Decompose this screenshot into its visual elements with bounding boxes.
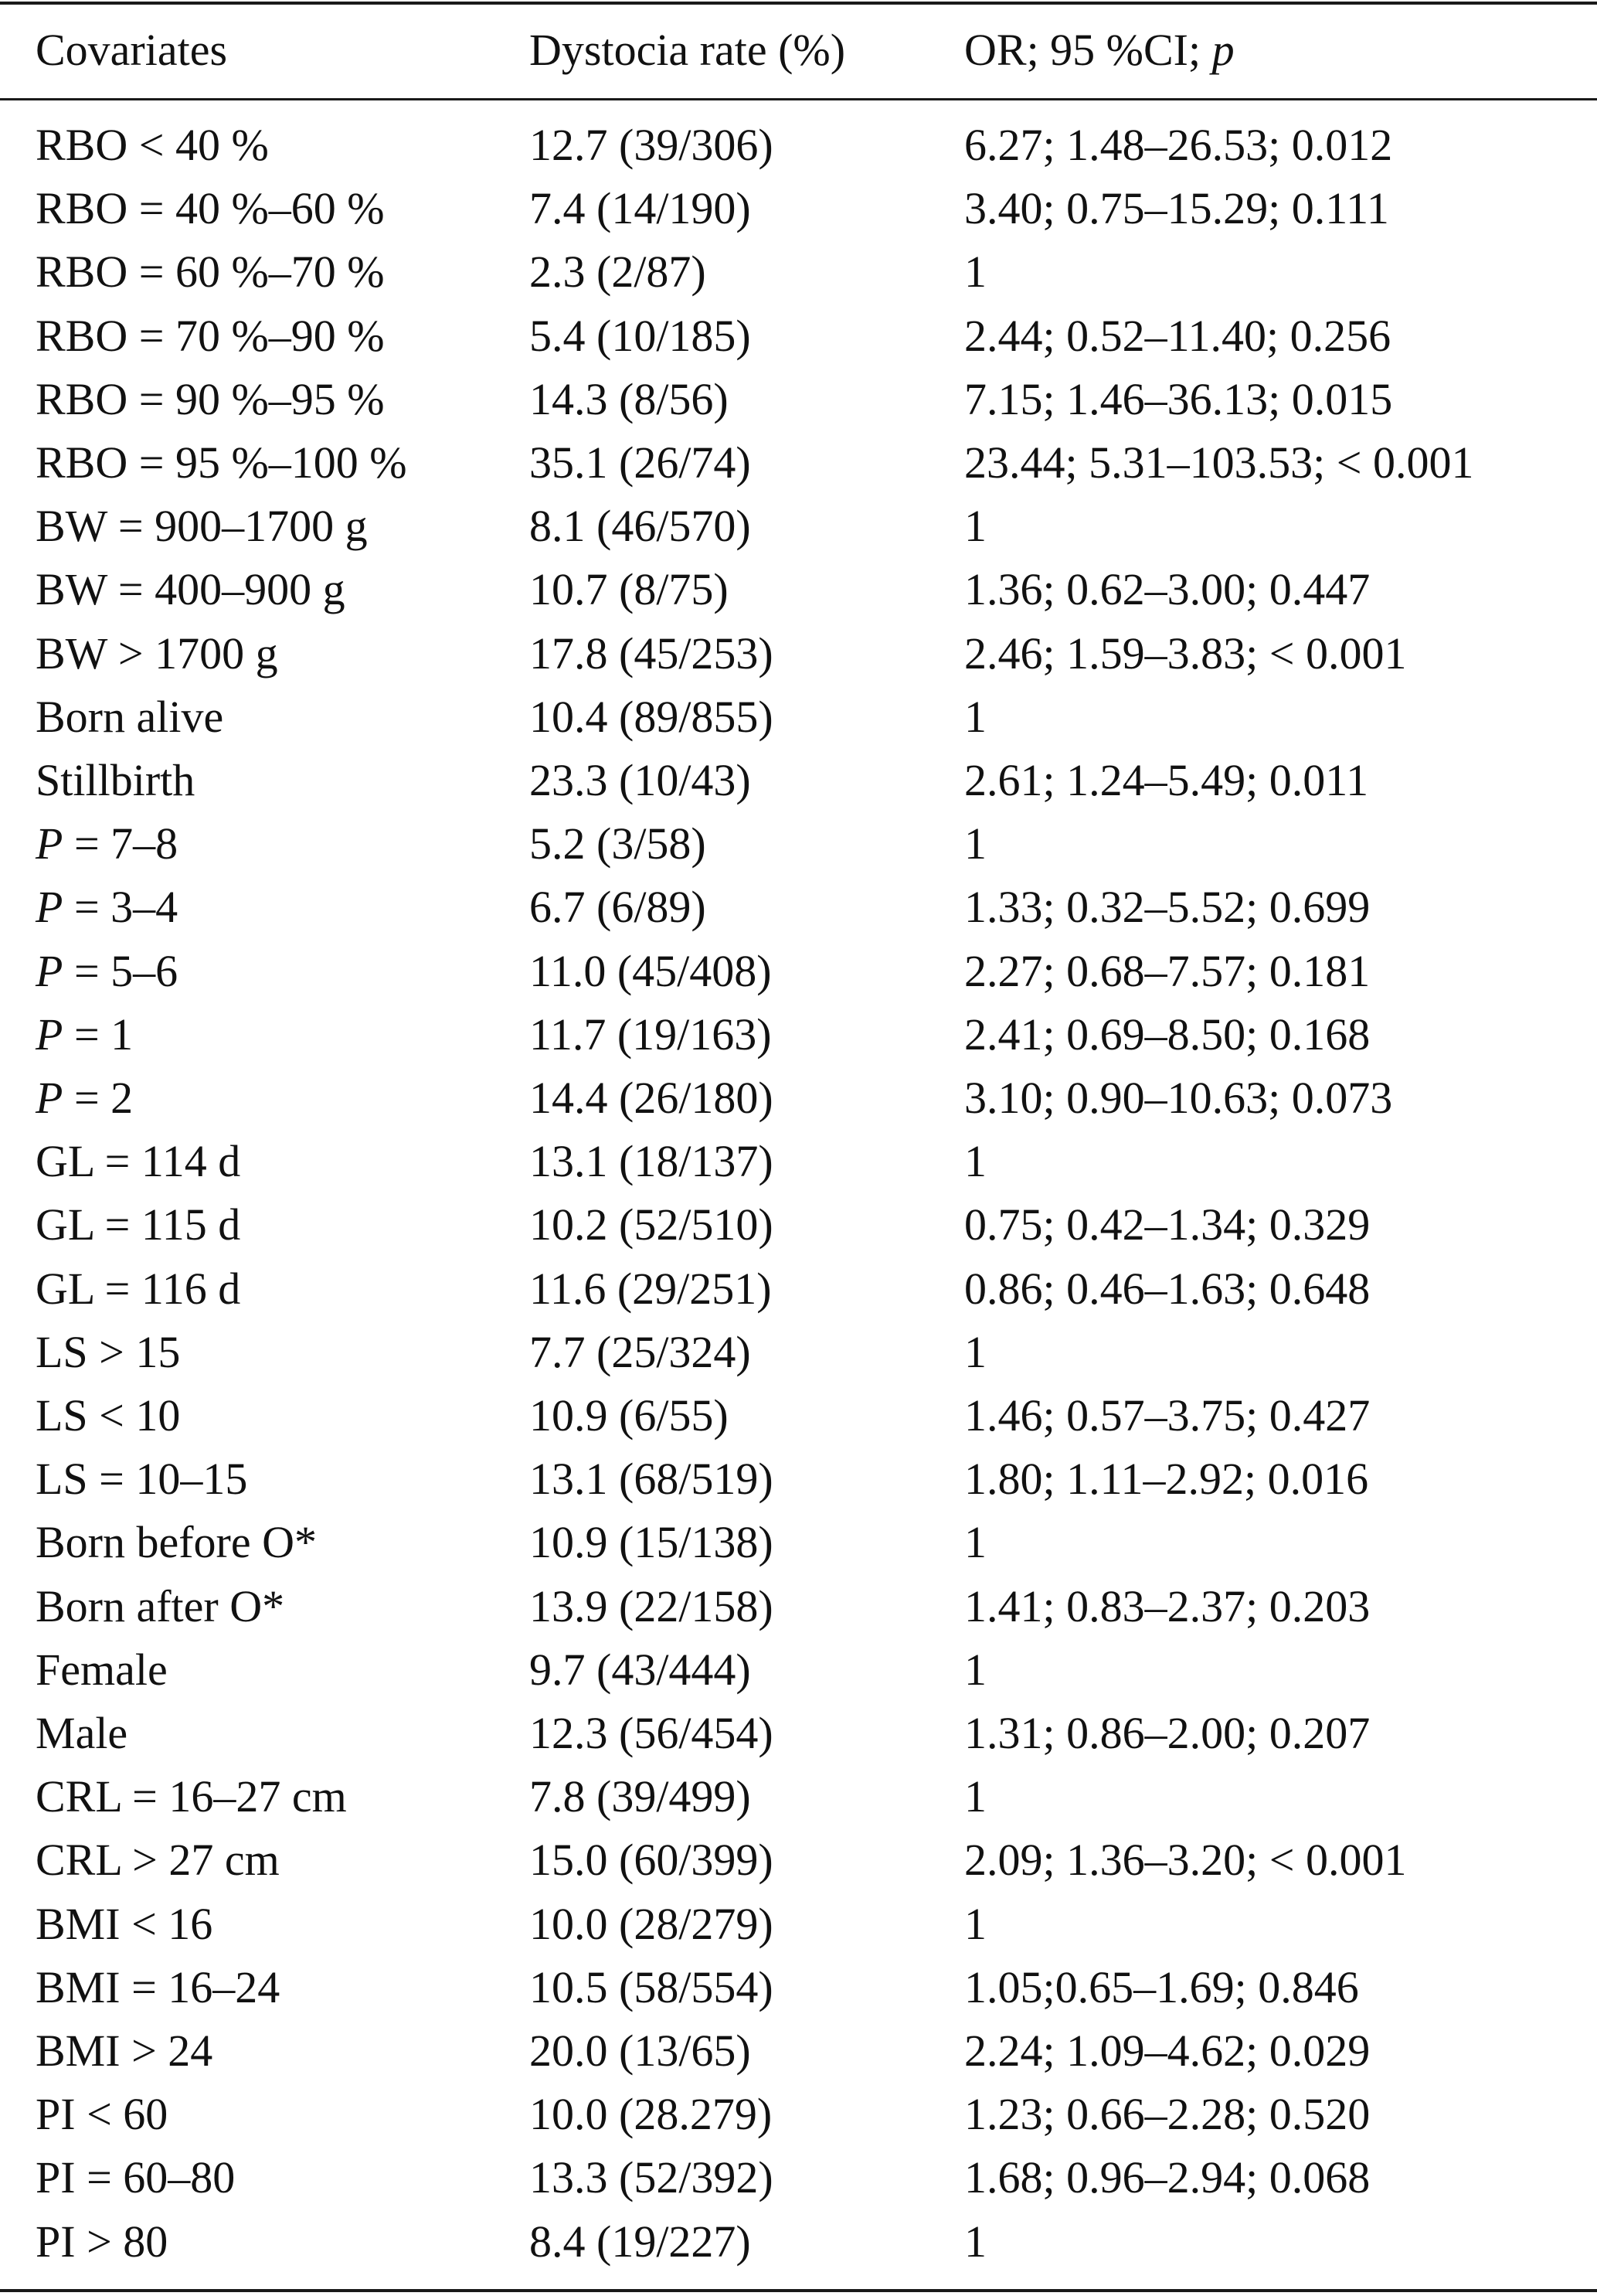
table-row [0, 940, 1597, 1003]
covariate-text: RBO = 40 %–60 % [36, 183, 385, 234]
table-row [0, 1384, 1597, 1447]
dystocia-rate-cell: 10.9 (15/138) [529, 1517, 773, 1568]
dystocia-rate-cell: 13.1 (18/137) [529, 1136, 773, 1187]
odds-ratio-cell: 1.23; 0.66–2.28; 0.520 [964, 2089, 1371, 2140]
covariate-cell [36, 304, 385, 368]
table-row [0, 114, 1597, 177]
dystocia-rate-cell: 17.8 (45/253) [529, 628, 773, 679]
table-row [0, 2083, 1597, 2146]
covariate-text: Born after O* [36, 1580, 285, 1631]
covariate-cell [36, 1003, 133, 1066]
covariate-text: LS < 10 [36, 1390, 181, 1441]
odds-ratio-cell: 3.10; 0.90–10.63; 0.073 [964, 1073, 1393, 1123]
dystocia-rate-cell: 9.7 (43/444) [529, 1644, 751, 1695]
table-row [0, 1193, 1597, 1257]
odds-ratio-cell: 1 [964, 1326, 987, 1377]
dystocia-rate-cell: 13.1 (68/519) [529, 1454, 773, 1505]
dystocia-rate-cell: 14.3 (8/56) [529, 373, 729, 424]
dystocia-rate-cell: 5.2 (3/58) [529, 818, 706, 869]
odds-ratio-cell: 1 [964, 1771, 987, 1822]
covariate-text: BMI = 16–24 [36, 1961, 280, 2012]
odds-ratio-cell: 1 [964, 1898, 987, 1949]
covariate-cell [36, 685, 223, 749]
dystocia-rate-cell: 10.9 (6/55) [529, 1390, 729, 1441]
covariate-cell [36, 1321, 180, 1384]
covariate-text: RBO = 70 %–90 % [36, 310, 385, 361]
dystocia-rate-cell: 12.7 (39/306) [529, 120, 773, 170]
odds-ratio-cell: 0.75; 0.42–1.34; 0.329 [964, 1199, 1371, 1250]
covariate-text: RBO = 60 %–70 % [36, 247, 385, 298]
covariate-cell [36, 1765, 347, 1828]
covariate-cell [36, 622, 278, 685]
covariate-cell [36, 749, 195, 812]
dystocia-rate-cell: 7.7 (25/324) [529, 1326, 751, 1377]
table-row [0, 2210, 1597, 2274]
dystocia-rate-cell: 11.0 (45/408) [529, 945, 772, 996]
covariate-cell [36, 1893, 212, 1956]
dystocia-rate-cell: 10.4 (89/855) [529, 691, 773, 742]
dystocia-rate-cell: 13.9 (22/158) [529, 1580, 773, 1631]
dystocia-rate-cell: 11.7 (19/163) [529, 1009, 772, 1060]
odds-ratio-cell: 6.27; 1.48–26.53; 0.012 [964, 120, 1393, 170]
table-row [0, 1893, 1597, 1956]
table-row [0, 368, 1597, 431]
covariate-text: GL = 114 d [36, 1136, 241, 1187]
covariate-cell [36, 1702, 127, 1765]
covariate-cell [36, 812, 178, 876]
dystocia-rate-cell: 10.7 (8/75) [529, 564, 729, 615]
covariate-cell [36, 1575, 284, 1638]
covariate-cell [36, 1828, 280, 1892]
covariate-cell [36, 114, 269, 177]
odds-ratio-cell: 2.27; 0.68–7.57; 0.181 [964, 945, 1371, 996]
parity-symbol: P [36, 1009, 63, 1060]
table-row [0, 1638, 1597, 1702]
covariate-cell [36, 495, 368, 558]
covariate-cell [36, 2146, 235, 2209]
covariate-text: LS > 15 [36, 1326, 181, 1377]
table-row [0, 558, 1597, 621]
table-row [0, 1828, 1597, 1892]
covariate-cell [36, 1447, 247, 1511]
dystocia-rate-cell: 14.4 (26/180) [529, 1073, 773, 1123]
table-header [0, 19, 1597, 82]
table-row [0, 177, 1597, 240]
dystocia-rate-cell: 7.8 (39/499) [529, 1771, 751, 1822]
bottom-rule [0, 2289, 1597, 2292]
odds-ratio-cell: 1.46; 0.57–3.75; 0.427 [964, 1390, 1371, 1441]
covariate-cell [36, 177, 385, 240]
table-row [0, 876, 1597, 939]
covariate-text: CRL = 16–27 cm [36, 1771, 347, 1822]
covariate-text: Born alive [36, 691, 224, 742]
odds-ratio-cell: 1.31; 0.86–2.00; 0.207 [964, 1708, 1371, 1758]
covariate-text: Born before O* [36, 1517, 318, 1568]
table-row [0, 749, 1597, 812]
table-row [0, 431, 1597, 495]
covariate-text: BW > 1700 g [36, 628, 278, 679]
covariate-cell [36, 1066, 133, 1130]
covariate-text: LS = 10–15 [36, 1454, 248, 1505]
covariate-cell [36, 368, 385, 431]
covariate-cell [36, 1956, 280, 2019]
dystocia-rate-cell: 10.0 (28/279) [529, 1898, 773, 1949]
covariate-cell [36, 431, 407, 495]
odds-ratio-cell: 0.86; 0.46–1.63; 0.648 [964, 1263, 1371, 1314]
covariate-text: = 3–4 [63, 882, 178, 933]
parity-symbol: P [36, 882, 63, 933]
covariate-cell [36, 1193, 240, 1257]
odds-ratio-cell: 1.68; 0.96–2.94; 0.068 [964, 2152, 1371, 2203]
covariate-cell [36, 240, 385, 304]
covariate-text: BMI > 24 [36, 2026, 213, 2076]
covariate-cell [36, 1638, 168, 1702]
odds-ratio-cell: 1 [964, 1136, 987, 1187]
covariate-text: = 1 [63, 1009, 134, 1060]
covariate-cell [36, 876, 178, 939]
covariate-cell [36, 558, 345, 621]
dystocia-rate-cell: 8.1 (46/570) [529, 501, 751, 552]
covariate-text: CRL > 27 cm [36, 1835, 280, 1886]
dystocia-rate-cell: 10.5 (58/554) [529, 1961, 773, 2012]
table-row [0, 1956, 1597, 2019]
table-row [0, 1003, 1597, 1066]
table-row [0, 622, 1597, 685]
header-covariates: Covariates [36, 25, 228, 75]
covariate-text: GL = 115 d [36, 1199, 241, 1250]
covariate-text: Female [36, 1644, 168, 1695]
odds-ratio-cell: 1 [964, 247, 987, 298]
covariate-text: RBO < 40 % [36, 120, 269, 170]
covariate-cell [36, 2083, 168, 2146]
odds-ratio-cell: 1.33; 0.32–5.52; 0.699 [964, 882, 1371, 933]
covariate-text: BW = 900–1700 g [36, 501, 368, 552]
table-row [0, 1575, 1597, 1638]
odds-ratio-cell: 1.80; 1.11–2.92; 0.016 [964, 1454, 1369, 1505]
covariate-cell [36, 1511, 317, 1574]
odds-ratio-cell: 1.36; 0.62–3.00; 0.447 [964, 564, 1371, 615]
odds-ratio-cell: 2.09; 1.36–3.20; < 0.001 [964, 1835, 1407, 1886]
table-row [0, 1066, 1597, 1130]
dystocia-rate-cell: 2.3 (2/87) [529, 247, 706, 298]
covariate-text: Stillbirth [36, 755, 195, 805]
parity-symbol: P [36, 1073, 63, 1123]
odds-ratio-cell: 3.40; 0.75–15.29; 0.111 [964, 183, 1389, 234]
odds-ratio-cell: 7.15; 1.46–36.13; 0.015 [964, 373, 1393, 424]
top-rule [0, 2, 1597, 5]
table-row [0, 1447, 1597, 1511]
covariate-text: PI = 60–80 [36, 2152, 236, 2203]
table-row [0, 2019, 1597, 2083]
table-row [0, 240, 1597, 304]
covariate-cell [36, 940, 178, 1003]
covariate-cell [36, 1257, 240, 1321]
header-or-ci-p [964, 19, 1235, 82]
odds-ratio-cell: 1 [964, 2216, 987, 2267]
table-row [0, 1257, 1597, 1321]
covariate-text: = 5–6 [63, 945, 178, 996]
odds-ratio-cell: 2.24; 1.09–4.62; 0.029 [964, 2026, 1371, 2076]
covariate-cell [36, 2019, 212, 2083]
dystocia-rate-cell: 23.3 (10/43) [529, 755, 751, 805]
table-row [0, 1765, 1597, 1828]
parity-symbol: P [36, 818, 63, 869]
covariate-text: PI < 60 [36, 2089, 168, 2140]
covariate-cell [36, 1130, 240, 1193]
dystocia-rate-cell: 13.3 (52/392) [529, 2152, 773, 2203]
covariate-cell [36, 2210, 168, 2274]
odds-ratio-cell: 2.41; 0.69–8.50; 0.168 [964, 1009, 1371, 1060]
dystocia-rate-cell: 35.1 (26/74) [529, 437, 751, 488]
odds-ratio-cell: 1 [964, 818, 987, 869]
covariate-text: RBO = 95 %–100 % [36, 437, 407, 488]
odds-ratio-cell: 1 [964, 1517, 987, 1568]
covariate-cell [36, 1384, 180, 1447]
table-row [0, 304, 1597, 368]
covariate-text: = 7–8 [63, 818, 178, 869]
covariate-text: BMI < 16 [36, 1898, 213, 1949]
odds-ratio-cell: 2.61; 1.24–5.49; 0.011 [964, 755, 1369, 805]
header-p-label: p [1211, 25, 1235, 75]
dystocia-rate-cell: 10.0 (28.279) [529, 2089, 773, 2140]
table-row [0, 1702, 1597, 1765]
table-row [0, 1511, 1597, 1574]
odds-ratio-cell: 1.41; 0.83–2.37; 0.203 [964, 1580, 1371, 1631]
dystocia-rate-cell: 7.4 (14/190) [529, 183, 751, 234]
table-row [0, 1321, 1597, 1384]
header-rule [0, 98, 1597, 100]
odds-ratio-cell: 1 [964, 691, 987, 742]
dystocia-rate-cell: 15.0 (60/399) [529, 1835, 773, 1886]
dystocia-rate-cell: 6.7 (6/89) [529, 882, 706, 933]
parity-symbol: P [36, 945, 63, 996]
covariate-text: = 2 [63, 1073, 134, 1123]
table-row [0, 2146, 1597, 2209]
covariate-text: BW = 400–900 g [36, 564, 345, 615]
dystocia-rate-cell: 5.4 (10/185) [529, 310, 751, 361]
header-dystocia-rate: Dystocia rate (%) [529, 25, 846, 75]
odds-ratio-cell: 2.44; 0.52–11.40; 0.256 [964, 310, 1391, 361]
header-or-ci-label: OR; 95 %CI; [964, 25, 1212, 75]
table-row [0, 1130, 1597, 1193]
dystocia-rate-cell: 20.0 (13/65) [529, 2026, 751, 2076]
covariate-text: GL = 116 d [36, 1263, 241, 1314]
table-row [0, 812, 1597, 876]
odds-ratio-cell: 1.05;0.65–1.69; 0.846 [964, 1961, 1359, 2012]
covariate-text: RBO = 90 %–95 % [36, 373, 385, 424]
odds-ratio-cell: 1 [964, 501, 987, 552]
covariate-text: Male [36, 1708, 128, 1758]
dystocia-rate-cell: 12.3 (56/454) [529, 1708, 773, 1758]
dystocia-rate-cell: 11.6 (29/251) [529, 1263, 772, 1314]
odds-ratio-cell: 23.44; 5.31–103.53; < 0.001 [964, 437, 1474, 488]
odds-ratio-cell: 2.46; 1.59–3.83; < 0.001 [964, 628, 1407, 679]
table-row [0, 495, 1597, 558]
covariate-text: PI > 80 [36, 2216, 168, 2267]
dystocia-rate-cell: 10.2 (52/510) [529, 1199, 773, 1250]
table-row [0, 685, 1597, 749]
odds-ratio-cell: 1 [964, 1644, 987, 1695]
dystocia-rate-cell: 8.4 (19/227) [529, 2216, 751, 2267]
